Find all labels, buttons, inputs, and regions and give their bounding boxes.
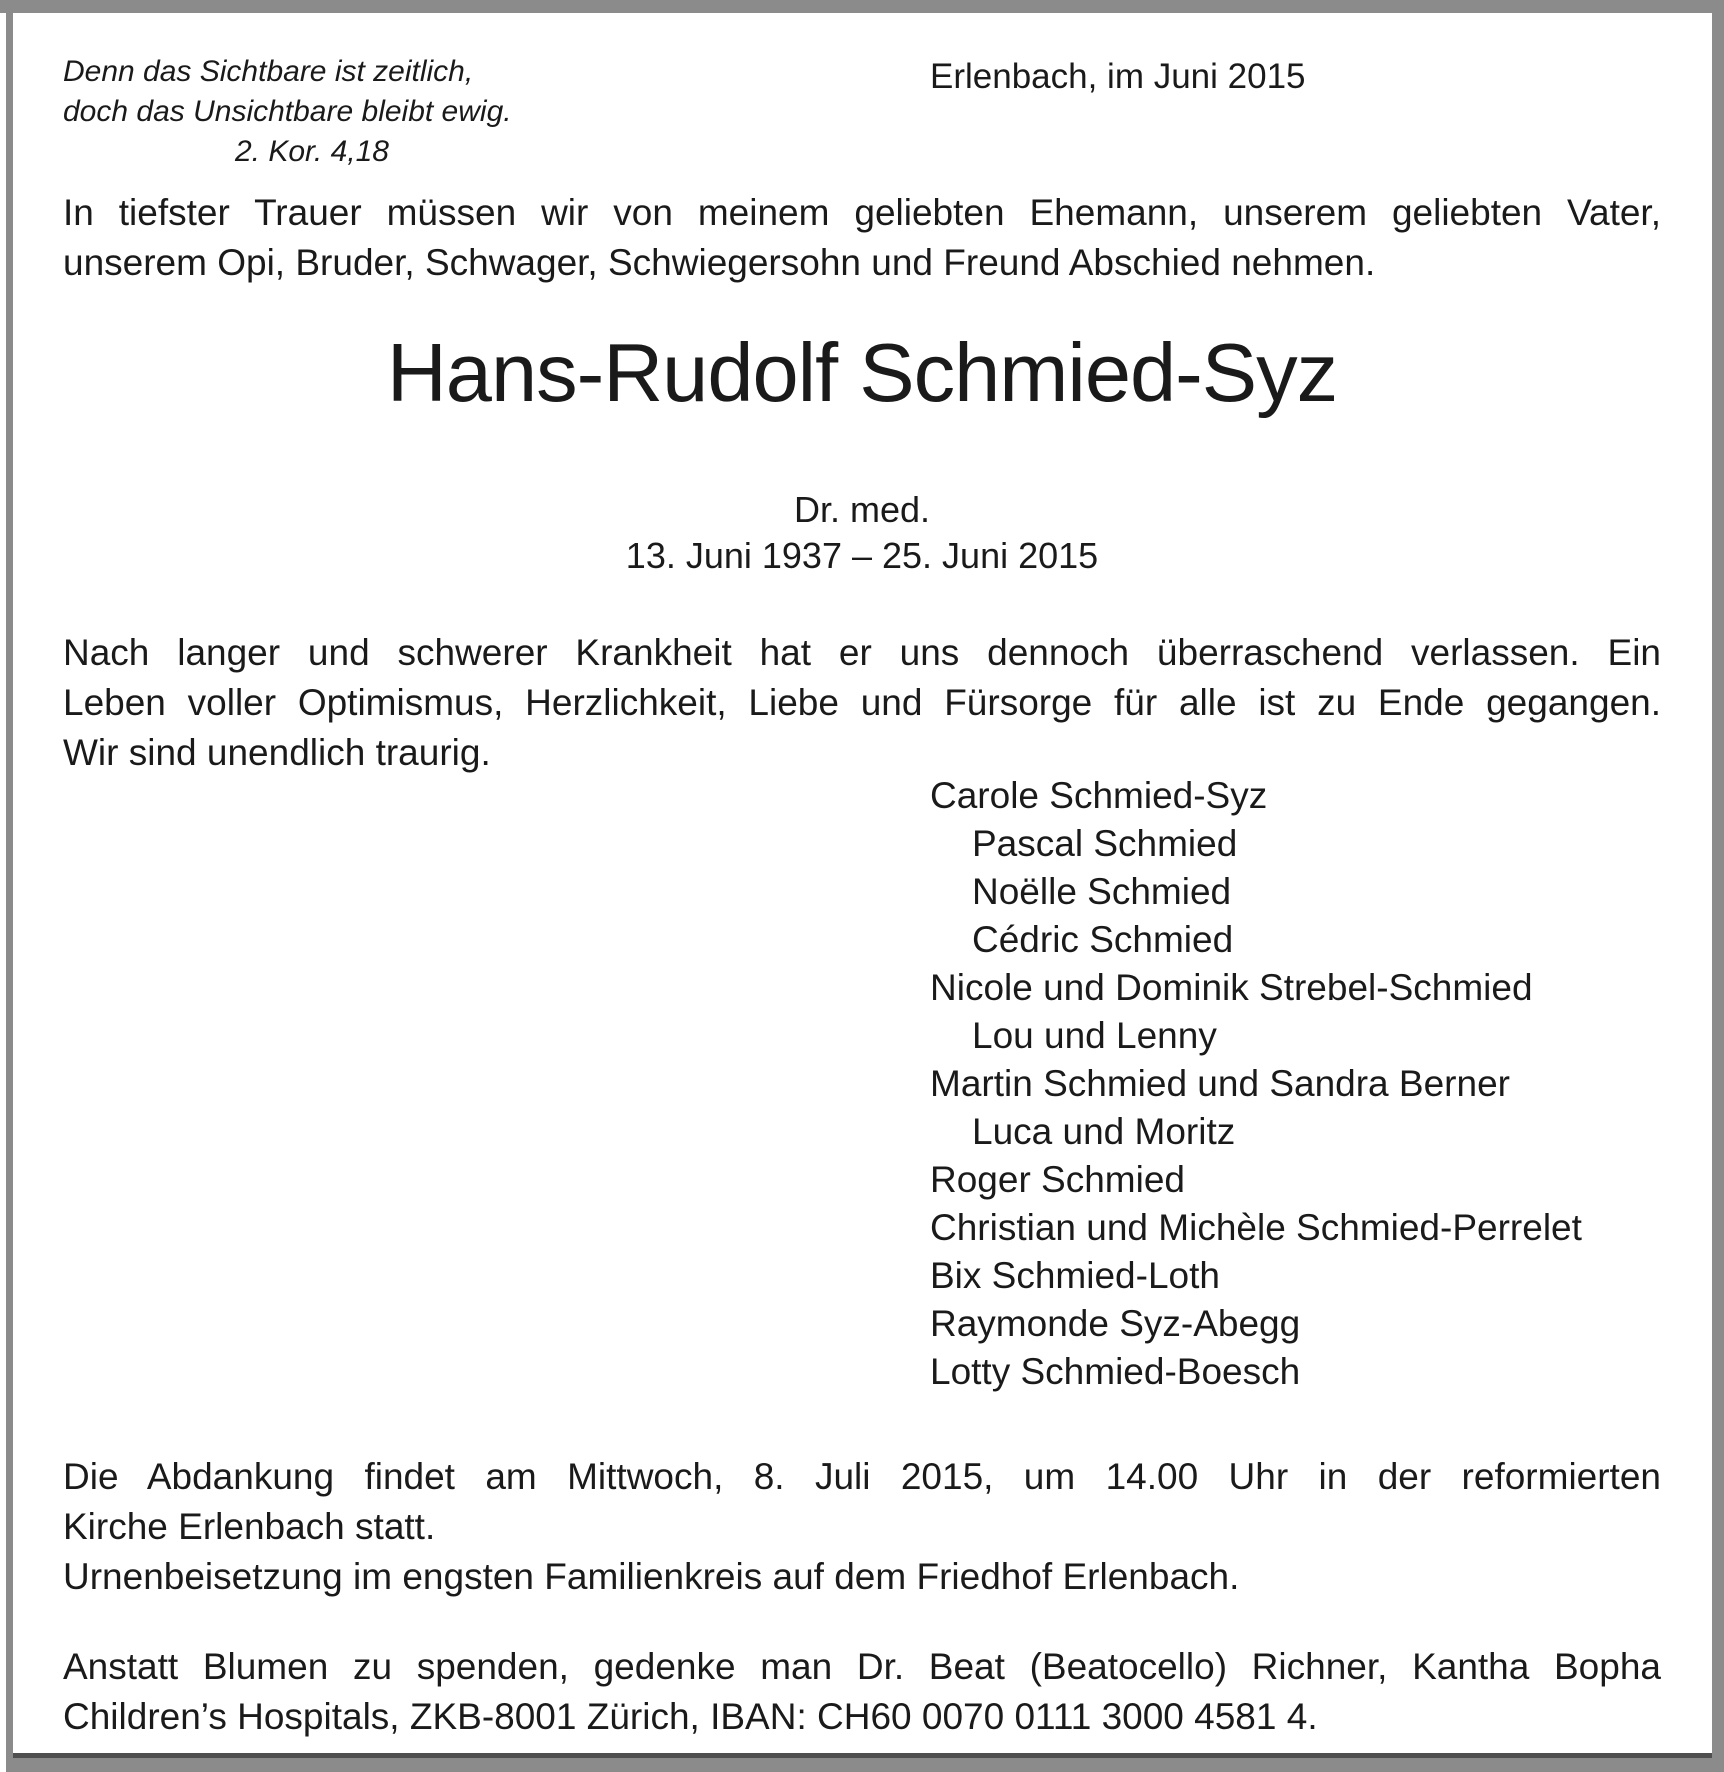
mourner-name: Roger Schmied bbox=[930, 1159, 1186, 1200]
scan-frame-right bbox=[1712, 0, 1724, 1772]
donation-line: Anstatt Blumen zu spenden, gedenke man Dr. Beat (Beatocello) Richner, Kantha Bopha bbox=[63, 1646, 1661, 1687]
mourner-name: Martin Schmied und Sandra Berner bbox=[930, 1063, 1510, 1104]
mourner-name: Lou und Lenny bbox=[972, 1015, 1217, 1056]
donation-line: Children’s Hospitals, ZKB-8001 Zürich, IBAN: CH60 0070 0111 3000 4581 4. bbox=[63, 1696, 1318, 1737]
mourner-name: Lotty Schmied-Boesch bbox=[930, 1351, 1301, 1392]
eulogy-line: Leben voller Optimismus, Herzlichkeit, Liebe und Fürsorge für alle ist zu Ende gegangen. bbox=[63, 682, 1661, 723]
life-dates: 13. Juni 1937 – 25. Juni 2015 bbox=[625, 535, 1099, 576]
donation-paragraph bbox=[63, 1642, 1661, 1742]
mourner-name: Raymonde Syz-Abegg bbox=[930, 1303, 1301, 1344]
dateline: Erlenbach, im Juni 2015 bbox=[930, 57, 1306, 96]
scripture-quote-line: Denn das Sichtbare ist zeitlich, bbox=[63, 55, 474, 88]
funeral-info-line: Urnenbeisetzung im engsten Familienkreis auf dem Friedhof Erlenbach. bbox=[63, 1556, 1240, 1597]
mourner-name: Christian und Michèle Schmied-Perrelet bbox=[930, 1207, 1582, 1248]
intro-line: unserem Opi, Bruder, Schwager, Schwiegersohn und Freund Abschied nehmen. bbox=[63, 242, 1376, 283]
intro-line: In tiefster Trauer müssen wir von meinem geliebten Ehemann, unserem geliebten Vater, bbox=[63, 192, 1661, 233]
intro-paragraph bbox=[63, 188, 1661, 288]
scripture-quote-line: 2. Kor. 4,18 bbox=[235, 135, 389, 168]
mourner-name: Noëlle Schmied bbox=[972, 871, 1232, 912]
mourner-name: Luca und Moritz bbox=[972, 1111, 1236, 1152]
scripture-quote-line: doch das Unsichtbare bleibt ewig. bbox=[63, 95, 512, 128]
scripture-quote bbox=[63, 52, 512, 172]
eulogy-line: Nach langer und schwerer Krankheit hat er uns dennoch überraschend verlassen. Ein bbox=[63, 632, 1661, 673]
eulogy-paragraph bbox=[63, 628, 1661, 778]
mourner-name: Pascal Schmied bbox=[972, 823, 1238, 864]
mourner-name: Cédric Schmied bbox=[972, 919, 1234, 960]
mourner-name: Carole Schmied-Syz bbox=[930, 775, 1268, 816]
deceased-name: Hans-Rudolf Schmied-Syz bbox=[386, 326, 1338, 419]
funeral-info-paragraph bbox=[63, 1452, 1661, 1602]
funeral-info-line: Die Abdankung findet am Mittwoch, 8. Juli 2015, um 14.00 Uhr in der reformierten bbox=[63, 1456, 1661, 1497]
scan-frame-left bbox=[6, 13, 13, 1772]
mourner-name: Bix Schmied-Loth bbox=[930, 1255, 1220, 1296]
mourner-name: Nicole und Dominik Strebel-Schmied bbox=[930, 967, 1533, 1008]
eulogy-line: Wir sind unendlich traurig. bbox=[63, 732, 491, 773]
scan-frame-bottom bbox=[6, 1758, 1724, 1772]
funeral-info-line: Kirche Erlenbach statt. bbox=[63, 1506, 436, 1547]
academic-title: Dr. med. bbox=[793, 489, 931, 530]
mourners-list bbox=[930, 772, 1582, 1396]
scan-frame-top bbox=[0, 0, 1724, 13]
